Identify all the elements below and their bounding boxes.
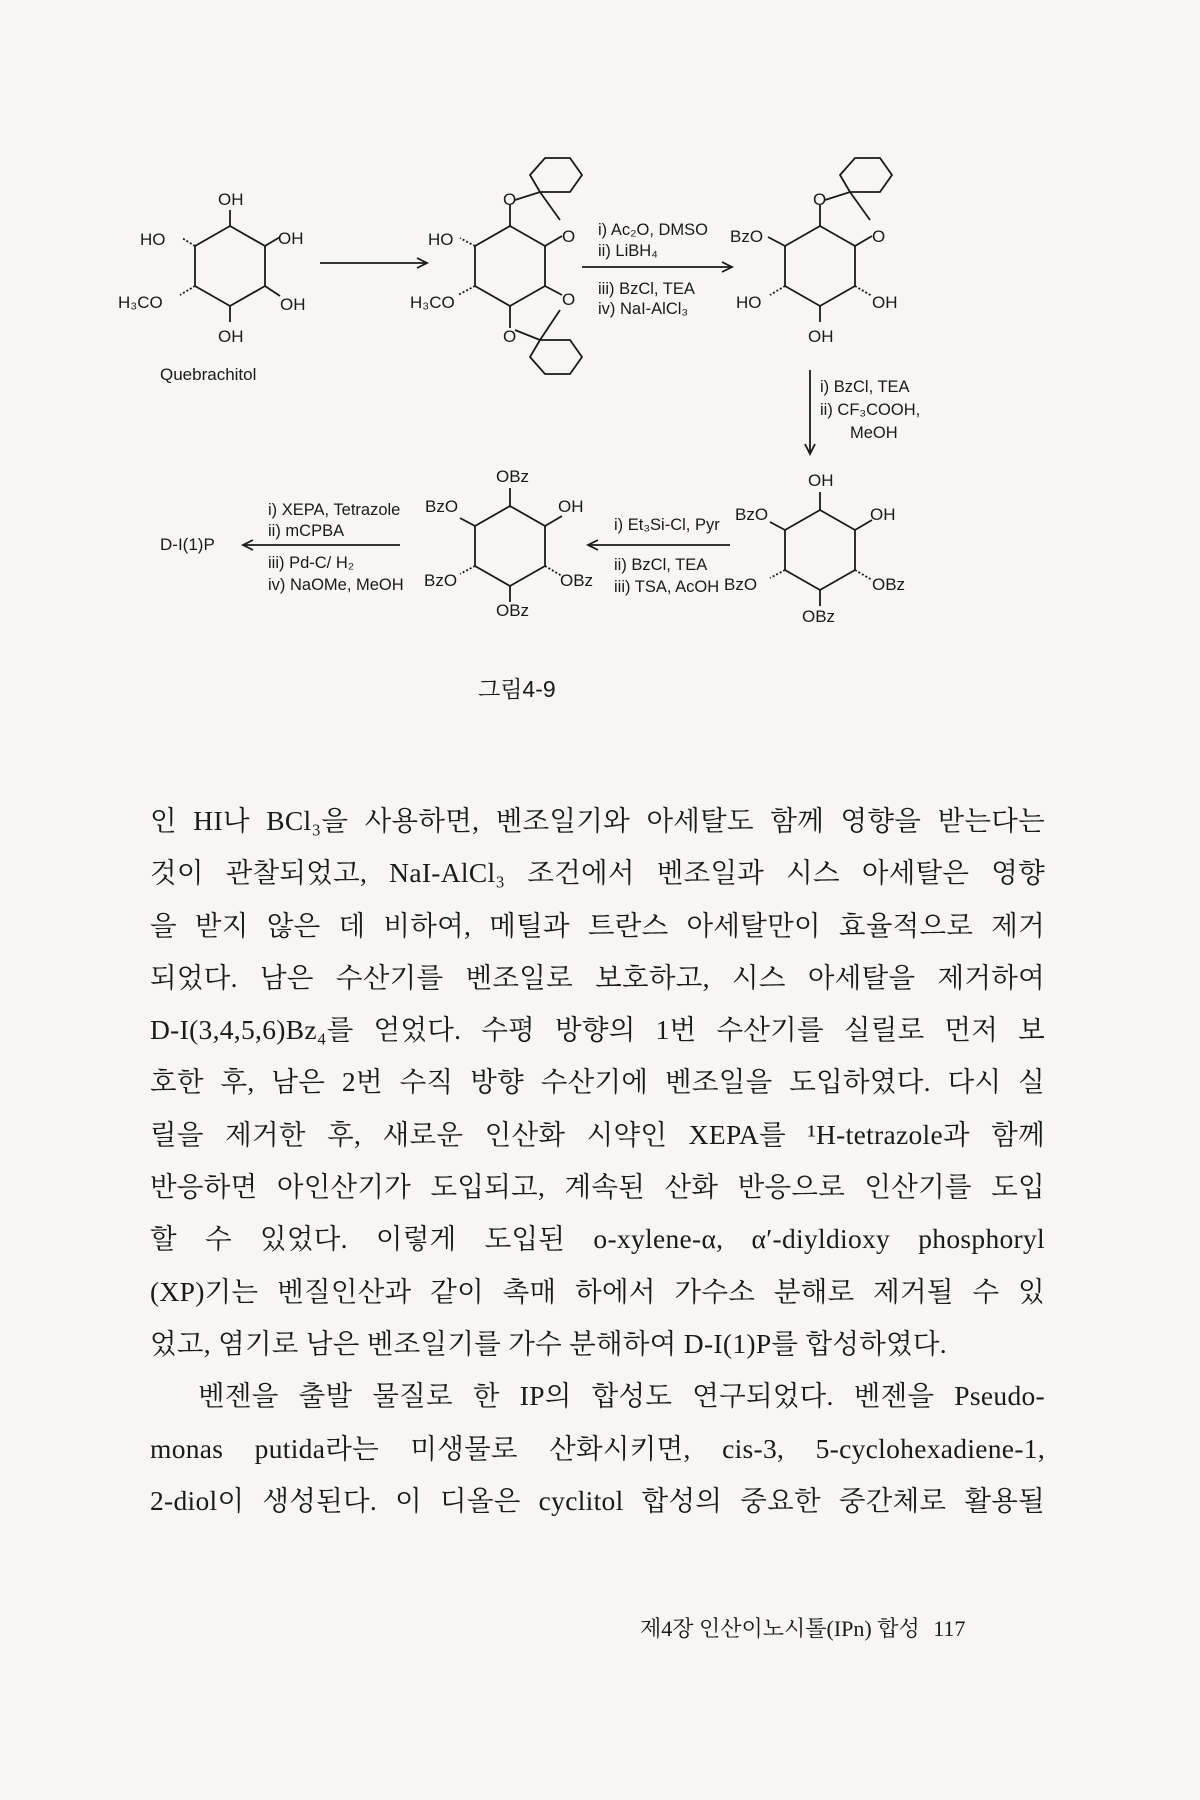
condition-text: MeOH bbox=[850, 424, 898, 442]
condition-text: ii) BzCl, TEA bbox=[614, 556, 708, 574]
label-oh: OH bbox=[808, 471, 834, 490]
label-obz: OBz bbox=[496, 601, 530, 620]
label-bzo: BzO bbox=[735, 505, 769, 524]
condition-text: iii) TSA, AcOH bbox=[614, 578, 720, 596]
label-obz: OBz bbox=[496, 467, 530, 486]
diacetal-ring bbox=[475, 226, 545, 306]
condition-text: i) BzCl, TEA bbox=[820, 378, 910, 396]
condition-text: iv) NaOMe, MeOH bbox=[268, 576, 404, 594]
condition-text: ii) CF₃COOH, bbox=[820, 401, 921, 419]
text-line: 할 수 있었다. 이렇게 도입된 o-xylene-α, α′-diyldioxy phosphoryl bbox=[150, 1223, 1045, 1255]
label-oh: OH bbox=[872, 293, 898, 312]
text-line: 반응하면 아인산기가 도입되고, 계속된 산화 반응으로 인산기를 도입 bbox=[150, 1171, 1045, 1203]
text-line: 2-diol이 생성된다. 이 디올은 cyclitol 합성의 중요한 중간체로 활용될 bbox=[150, 1484, 1045, 1516]
body-text bbox=[150, 795, 1045, 1527]
label-obz: OBz bbox=[802, 607, 836, 626]
label-bzo: BzO bbox=[425, 497, 459, 516]
label-o: O bbox=[872, 227, 886, 246]
text-line: monas putida라는 미생물로 산화시키면, cis-3, 5-cyclohexadiene-1, bbox=[150, 1432, 1045, 1464]
text-line: D-I(3,4,5,6)Bz₄를 얻었다. 수평 방향의 1번 수산기를 실릴로 먼저 보 bbox=[150, 1014, 1045, 1046]
text-line: 되었다. 남은 수산기를 벤조일로 보호하고, 시스 아세탈을 제거하여 bbox=[150, 961, 1045, 993]
figure-caption: 그림4-9 bbox=[478, 676, 556, 702]
text-line: 인 HI나 BCl₃을 사용하면, 벤조일기와 아세탈도 함께 영향을 받는다는 bbox=[150, 805, 1045, 836]
label-oh: OH bbox=[278, 229, 304, 248]
page-number: 117 bbox=[933, 1616, 966, 1641]
running-header: 제4장 인산이노시톨(IPn) 합성 bbox=[640, 1616, 920, 1641]
monoacetal-ring bbox=[785, 226, 855, 306]
label-oh: OH bbox=[870, 505, 896, 524]
label-bzo: BzO bbox=[424, 571, 458, 590]
compound-label: Quebrachitol bbox=[160, 365, 257, 384]
condition-text: iii) Pd-C/ H₂ bbox=[268, 554, 355, 572]
product-label: D-I(1)P bbox=[160, 535, 215, 554]
label-h3co: H₃CO bbox=[410, 293, 455, 312]
condition-text: ii) LiBH₄ bbox=[598, 242, 658, 260]
cyclohexane-bottom-1 bbox=[530, 340, 582, 374]
condition-text: ii) mCPBA bbox=[268, 522, 345, 540]
label-o: O bbox=[562, 290, 576, 309]
text-line: 것이 관찰되었고, NaI-AlCl₃ 조건에서 벤조일과 시스 아세탈은 영향 bbox=[150, 857, 1045, 889]
condition-text: iv) NaI-AlCl₃ bbox=[598, 300, 689, 318]
text-line: 릴을 제거한 후, 새로운 인산화 시약인 XEPA를 ¹H-tetrazole과 함께 bbox=[150, 1118, 1045, 1150]
label-ho: HO bbox=[140, 230, 166, 249]
label-o: O bbox=[562, 227, 576, 246]
label-h3co: H₃CO bbox=[118, 293, 163, 312]
reaction-scheme-figure bbox=[118, 170, 1090, 710]
label-oh: OH bbox=[808, 327, 834, 346]
text-line: (XP)기는 벤질인산과 같이 촉매 하에서 가수소 분해로 제거될 수 있 bbox=[150, 1275, 1045, 1307]
label-oh: OH bbox=[218, 327, 244, 346]
quebrachitol-ring bbox=[195, 226, 265, 306]
tetrabenzoate-ring bbox=[785, 510, 855, 590]
label-ho: HO bbox=[736, 293, 762, 312]
label-bzo: BzO bbox=[724, 575, 758, 594]
label-o: O bbox=[813, 190, 827, 209]
condition-text: i) Ac₂O, DMSO bbox=[598, 221, 708, 239]
label-obz: OBz bbox=[560, 571, 594, 590]
page-footer bbox=[640, 1612, 973, 1643]
label-oh: OH bbox=[218, 190, 244, 209]
label-o: O bbox=[503, 190, 517, 209]
condition-text: i) Et₃Si-Cl, Pyr bbox=[614, 516, 720, 534]
label-o: O bbox=[503, 327, 517, 346]
text-line: 었고, 염기로 남은 벤조일기를 가수 분해하여 D-I(1)P를 합성하였다. bbox=[150, 1327, 947, 1359]
label-oh: OH bbox=[280, 295, 306, 314]
label-ho: HO bbox=[428, 230, 454, 249]
label-oh: OH bbox=[558, 497, 584, 516]
cyclohexane-top-2 bbox=[840, 158, 892, 192]
pentabenzoate-ring bbox=[475, 506, 545, 586]
condition-text: i) XEPA, Tetrazole bbox=[268, 501, 401, 519]
label-bzo: BzO bbox=[730, 227, 764, 246]
text-line: 벤젠을 출발 물질로 한 IP의 합성도 연구되었다. 벤젠을 Pseudo- bbox=[198, 1380, 1045, 1412]
label-obz: OBz bbox=[872, 575, 906, 594]
cyclohexane-top-1 bbox=[530, 158, 582, 192]
text-line: 을 받지 않은 데 비하여, 메틸과 트란스 아세탈만이 효율적으로 제거 bbox=[150, 909, 1045, 941]
condition-text: iii) BzCl, TEA bbox=[598, 280, 695, 298]
text-line: 호한 후, 남은 2번 수직 방향 수산기에 벤조일을 도입하였다. 다시 실 bbox=[150, 1066, 1045, 1098]
